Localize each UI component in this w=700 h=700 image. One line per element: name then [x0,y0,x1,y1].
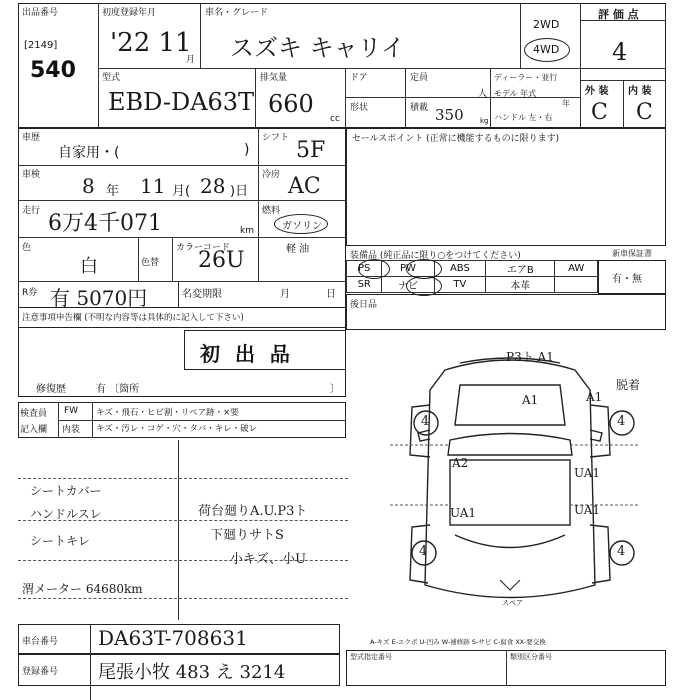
model-value: スズキ キャリイ [230,34,405,62]
equip-aw: AW [555,261,598,277]
color-label: 色 [22,243,32,253]
notes-label: 注意事項申告欄 (不明な内容等は具体的に記入して下さい) [22,313,244,323]
interior-label: 内 装 [628,86,652,97]
sales-point-label: セールスポイント (正常に機能するものに限ります) [352,134,560,144]
repair-label: 修復歴 [36,384,66,395]
equip-pw: PW [382,261,434,277]
note-line1: シートカバー [30,484,102,498]
interior-value: C [636,100,653,125]
chassis-value: DA63T-708631 [98,626,248,650]
ac-label: 冷房 [262,170,281,180]
name-change-day: 日 [326,289,336,300]
equip-leather: 本革 [486,277,555,293]
drive-2wd: 2WD [533,18,560,31]
ps-circle [358,259,390,279]
type-value: EBD-DA63T [108,88,255,116]
load-label: 積載 [410,103,429,113]
shaken-label: 車検 [22,170,41,180]
damage-mark-6: UA1 [574,503,601,517]
capacity-label: 定員 [410,73,429,83]
shaken-year-unit: 年 [106,184,120,199]
tire-mark-rr: 4 [617,544,626,559]
equip-abs: ABS [434,261,486,277]
new-car-label: 新車保証書 [612,249,652,258]
spare-label: スペア [502,599,523,607]
lot-tag: [2149] [24,40,58,51]
color-code-value: 26U [198,248,245,273]
note-line5: 下廻りサトS [210,528,284,543]
shaken-day: 28 [200,174,226,198]
color-code-label: カラーコード [176,243,231,253]
repair-value: 有 〔箇所 [96,384,140,395]
tire-mark-fl: 4 [421,414,430,429]
month-suffix: 月 [186,55,196,65]
interior-head: 内装 [62,425,81,435]
note-line2: ハンドルスレ [30,507,102,521]
chassis-label: 車台番号 [22,637,59,647]
shift-label: シフト [262,133,290,143]
equip-airbag: エアB [486,261,555,277]
shape-label: 形状 [350,103,369,113]
interior-text: キズ・汚レ・コゲ・穴・タバ・キレ・破レ [96,424,258,434]
damage-mark-3: A2 [452,456,469,470]
damage-mark-1: A1 [522,393,539,407]
equip-navi: ナビ [382,277,434,293]
color-value: 白 [80,256,98,277]
color-no-label: 色替 [141,258,160,268]
load-unit: kg [480,117,489,125]
after-box [346,294,666,330]
recycle-value: 有 5070円 [50,286,148,310]
ac-value: AC [288,174,321,199]
equipment-label: 装備品 (純正品に限り○をつけてください) [350,251,521,261]
name-change-month: 月 [280,289,290,300]
fuel-label: 燃料 [262,206,281,216]
note-line3: シートキレ [30,534,90,548]
repair-close: 〕 [330,384,340,395]
dealer-label: ディーラー・並行 [494,73,558,82]
fw-head: FW [64,406,79,416]
equip-sr: SR [347,277,382,293]
drive-4wd: 4WD [533,43,560,56]
diagram-right-note: 脱着 [616,378,641,392]
door-label: ドア [350,73,368,83]
shaken-year: 8 [82,174,95,198]
after-label: 後日品 [350,300,378,310]
recycle-label: R券 [22,288,38,298]
damage-mark-5: UA1 [450,506,477,520]
first-reg-value: '22 11 [110,28,192,58]
reg-label: 登録番号 [22,667,59,677]
warranty: 有・無 [612,274,642,285]
diagram-legend: A-キズ E-エクボ U-凹み W-補修跡 S-サビ C-腐食 XX-要交換 [370,638,546,646]
shift-value: 5F [296,138,326,163]
mileage-unit: km [240,226,254,236]
sales-point-box [346,128,666,246]
name-change-label: 名変期限 [182,289,222,300]
type-label: 型式 [102,73,121,83]
mileage-value: 6万4千071 [48,211,162,236]
note-line7: 渭メーター 64680km [22,582,143,596]
shaken-month-unit: 月( [172,184,191,199]
fuel-diesel: 軽 油 [286,244,310,255]
form-label-2: 類別区分番号 [510,653,552,661]
year-unit: 年 [562,99,570,108]
model-year-label: モデル 年式 [494,89,537,98]
shaken-month: 11 [140,174,166,198]
form-label-1: 型式指定番号 [350,653,392,661]
fuel-gasoline: ガソリン [282,221,322,232]
cc-value: 660 [268,90,314,118]
exterior-label: 外 装 [585,86,609,97]
fw-text: キズ・飛石・ヒビ割・リペア跡・×要 [96,408,239,418]
history-close: ) [244,142,250,158]
handle-label: ハンドル 左・右 [494,113,553,122]
tire-mark-fr: 4 [617,414,626,429]
diagram-top-note: P3ト A1 [506,350,554,364]
grade-value: 4 [612,38,628,66]
reg-value: 尾張小牧 483 え 3214 [98,662,286,683]
model-grade-label: 車名・グレード [205,8,269,18]
first-time: 初 出 品 [200,342,294,366]
first-reg-label: 初度登録年月 [102,8,157,18]
lot-number: 540 [30,58,76,83]
exterior-value: C [591,100,608,125]
inspector-label: 検査員 [20,409,48,419]
note-line4: 荷台廻りA.U.P3ト [198,504,308,519]
cc-unit: cc [330,114,340,124]
capacity-unit: 人 [478,89,488,99]
cc-label: 排気量 [260,73,288,83]
damage-mark-4: UA1 [574,466,601,480]
tire-mark-rl: 4 [419,544,428,559]
lot-no-label: 出品番号 [22,8,59,18]
history-value: 自家用・( [58,145,120,161]
note-line6: 小キズ、小U [230,552,307,567]
navi-circle [406,276,442,296]
load-value: 350 [435,106,464,124]
grade-label: 評 価 点 [598,8,639,21]
history-label: 車歴 [22,133,41,143]
damage-mark-2: A1 [586,390,603,404]
equip-ps: PS [347,261,382,277]
entry-label: 記入欄 [20,425,48,435]
mileage-label: 走行 [22,206,41,216]
shaken-day-unit: )日 [230,184,249,199]
equip-tv: TV [434,277,486,293]
